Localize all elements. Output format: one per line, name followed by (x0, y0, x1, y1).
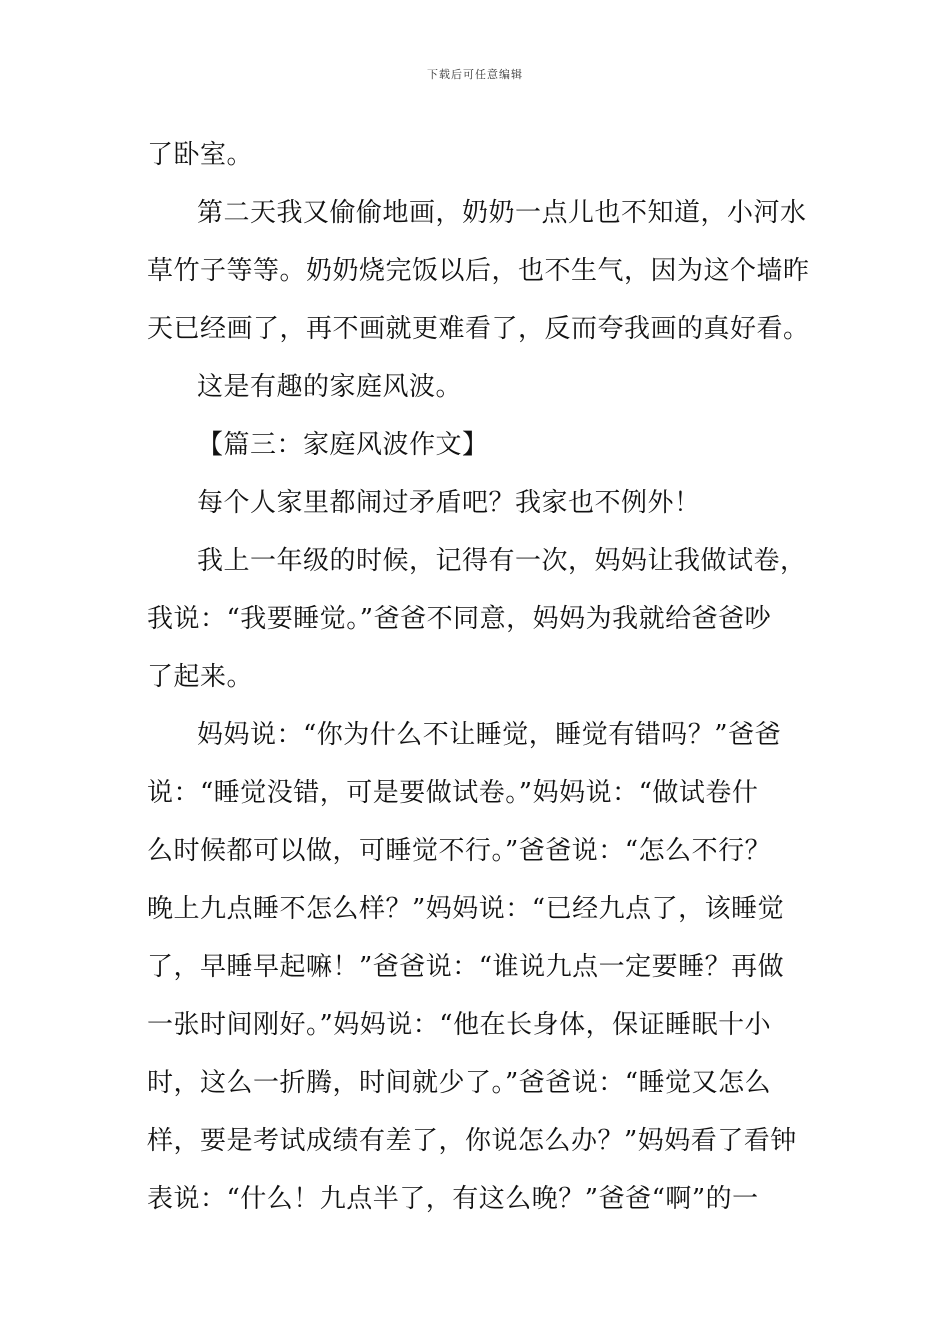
text-line: 晚上九点睡不怎么样？”妈妈说：“已经九点了，该睡觉 (147, 894, 785, 924)
text-line: 表说：“什么！九点半了，有这么晚？”爸爸“啊”的一 (147, 1184, 759, 1214)
text-line: 草竹子等等。奶奶烧完饭以后，也不生气，因为这个墙昨 (147, 256, 810, 286)
text-line: 说：“睡觉没错，可是要做试卷。”妈妈说：“做试卷什 (147, 778, 759, 808)
text-line: 第二天我又偷偷地画，奶奶一点儿也不知道，小河水 (197, 198, 807, 228)
text-line: 【篇三：家庭风波作文】 (197, 430, 489, 460)
text-line: 一张时间刚好。”妈妈说：“他在长身体，保证睡眠十小 (147, 1010, 772, 1040)
text-line: 了卧室。 (147, 140, 254, 170)
text-line: 这是有趣的家庭风波。 (197, 372, 463, 402)
text-line: 时，这么一折腾，时间就少了。”爸爸说：“睡觉又怎么 (147, 1068, 772, 1098)
body-text (147, 126, 811, 1228)
text-line: 天已经画了，再不画就更难看了，反而夸我画的真好看。 (147, 314, 810, 344)
text-line: 么时候都可以做，可睡觉不行。”爸爸说：“怎么不行？ (147, 836, 772, 866)
text-line: 妈妈说：“你为什么不让睡觉，睡觉有错吗？”爸爸 (197, 720, 782, 750)
page-header: 下载后可任意编辑 (427, 68, 523, 81)
text-line: 了起来。 (147, 662, 254, 692)
text-line: 样，要是考试成绩有差了，你说怎么办？”妈妈看了看钟 (147, 1126, 797, 1156)
text-line: 我说：“我要睡觉。”爸爸不同意，妈妈为我就给爸爸吵 (147, 604, 772, 634)
text-line: 了，早睡早起嘛！”爸爸说：“谁说九点一定要睡？再做 (147, 952, 785, 982)
text-line: 每个人家里都闹过矛盾吧？我家也不例外！ (197, 488, 701, 518)
text-line: 我上一年级的时候，记得有一次，妈妈让我做试卷， (197, 546, 807, 576)
